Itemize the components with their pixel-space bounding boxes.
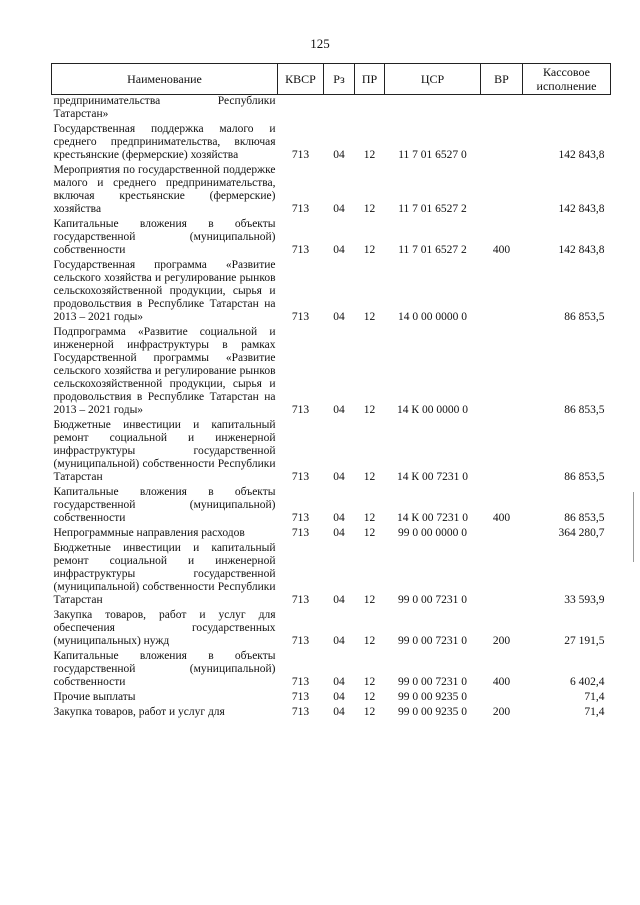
cell-vr: 400 — [492, 676, 511, 688]
cell-kvsr: 713 — [291, 512, 310, 524]
cell-name: Непрограммные направления расходов — [53, 527, 245, 539]
cell-pr: 12 — [363, 404, 376, 416]
cell-pr: 12 — [363, 244, 376, 256]
cell-name: Бюджетные инвестиции и капитальный ремонт социальной и инженерной инфраструктуры государственной (муниципальной) собственности Республики Татарстан — [53, 419, 276, 483]
cell-csr: 11 7 01 6527 2 — [398, 244, 467, 256]
cell-rz: 04 — [333, 311, 345, 323]
cell-vr: 400 — [492, 512, 511, 524]
cell-amount: 6 402,4 — [570, 676, 605, 688]
cell-kvsr: 713 — [291, 404, 310, 416]
cell-csr: 99 0 00 7231 0 — [398, 635, 467, 647]
cell-amount: 142 843,8 — [558, 203, 605, 215]
cell-amount: 86 853,5 — [564, 471, 605, 483]
cell-rz — [324, 95, 355, 124]
cell-kvsr: 713 — [291, 527, 310, 539]
scan-edge-line — [633, 492, 634, 562]
table-row — [52, 95, 611, 124]
table-row — [52, 123, 611, 164]
cell-rz: 04 — [333, 203, 345, 215]
cell-pr: 12 — [363, 635, 376, 647]
cell-kvsr: 713 — [291, 244, 310, 256]
header-pr: ПР — [355, 64, 385, 95]
table-row — [52, 542, 611, 609]
cell-amount: 86 853,5 — [564, 311, 605, 323]
cell-amount: 71,4 — [584, 691, 605, 703]
cell-kvsr: 713 — [291, 706, 310, 718]
cell-pr: 12 — [363, 706, 376, 718]
cell-csr: 11 7 01 6527 2 — [398, 203, 467, 215]
cell-name: Закупка товаров, работ и услуг для — [53, 706, 225, 718]
cell-amount: 86 853,5 — [564, 512, 605, 524]
cell-csr: 99 0 00 7231 0 — [398, 594, 467, 606]
cell-rz: 04 — [333, 404, 345, 416]
cell-amount: 27 191,5 — [564, 635, 605, 647]
cell-name: Государственная программа «Развитие сельского хозяйства и регулирование рынков сельскохозяйственной продукции, сырья и продовольствия в Республике Татарстан на 2013 – 2021 годы» — [53, 259, 276, 323]
cell-name: Мероприятия по государственной поддержке малого и среднего предпринимательства, включая крестьянские (фермерские) хозяйства — [53, 164, 276, 215]
cell-pr: 12 — [363, 471, 376, 483]
cell-csr: 14 0 00 0000 0 — [398, 311, 467, 323]
cell-pr — [355, 95, 385, 124]
cell-kvsr: 713 — [291, 203, 310, 215]
cell-name: Капитальные вложения в объекты государственной (муниципальной) собственности — [53, 218, 276, 256]
cell-rz: 04 — [333, 512, 345, 524]
table-row — [52, 419, 611, 486]
cell-pr: 12 — [363, 676, 376, 688]
cell-amount: 364 280,7 — [558, 527, 605, 539]
header-rz: Рз — [324, 64, 355, 95]
cell-vr — [481, 164, 523, 218]
cell-name: Капитальные вложения в объекты государственной (муниципальной) собственности — [53, 650, 276, 688]
table-row — [52, 609, 611, 650]
cell-name: Бюджетные инвестиции и капитальный ремонт социальной и инженерной инфраструктуры государственной (муниципальной) собственности Республики Татарстан — [53, 542, 276, 606]
page-number: 125 — [310, 36, 330, 51]
table-row — [52, 486, 611, 527]
cell-csr: 99 0 00 9235 0 — [398, 706, 467, 718]
cell-kvsr: 713 — [291, 676, 310, 688]
table-row — [52, 527, 611, 542]
cell-rz: 04 — [333, 149, 345, 161]
cell-kvsr: 713 — [291, 691, 310, 703]
cell-amount: 33 593,9 — [564, 594, 605, 606]
cell-rz: 04 — [333, 706, 345, 718]
cell-kvsr: 713 — [291, 149, 310, 161]
cell-rz: 04 — [333, 691, 345, 703]
header-kvsr: КВСР — [278, 64, 324, 95]
cell-vr — [481, 542, 523, 609]
cell-kvsr: 713 — [291, 311, 310, 323]
cell-vr — [481, 691, 523, 706]
cell-vr: 200 — [492, 706, 511, 718]
cell-vr: 400 — [492, 244, 511, 256]
cell-csr: 99 0 00 7231 0 — [398, 676, 467, 688]
cell-vr — [481, 527, 523, 542]
cell-name: Прочие выплаты — [53, 691, 136, 703]
cell-pr: 12 — [363, 512, 376, 524]
cell-amount: 142 843,8 — [558, 149, 605, 161]
cell-csr: 14 К 00 7231 0 — [397, 512, 468, 524]
cell-csr: 14 К 00 0000 0 — [397, 404, 468, 416]
cell-vr — [481, 123, 523, 164]
cell-pr: 12 — [363, 594, 376, 606]
cell-kvsr: 713 — [291, 635, 310, 647]
cell-name: Закупка товаров, работ и услуг для обеспечения государственных (муниципальных) нужд — [53, 609, 276, 647]
cell-name: Государственная поддержка малого и среднего предпринимательства, включая крестьянские (фермерские) хозяйства — [53, 123, 276, 161]
cell-rz: 04 — [333, 594, 345, 606]
cell-amount: 71,4 — [584, 706, 605, 718]
cell-vr — [481, 326, 523, 419]
table-row — [52, 218, 611, 259]
cell-vr: 200 — [492, 635, 511, 647]
cell-name: Подпрограмма «Развитие социальной и инженерной инфраструктуры в рамках Государственной программы «Развитие сельского хозяйства и регулирование рынков сельскохозяйственной продукции, сырья и продовольствия в Республике Татарстан на 2013 – 2021 годы» — [53, 326, 276, 416]
cell-vr — [481, 419, 523, 486]
budget-table — [51, 63, 611, 721]
cell-pr: 12 — [363, 149, 376, 161]
header-csr: ЦСР — [385, 64, 481, 95]
cell-name: предпринимательства Республики Татарстан» — [53, 95, 276, 120]
cell-rz: 04 — [333, 244, 345, 256]
cell-pr: 12 — [363, 527, 376, 539]
cell-rz: 04 — [333, 471, 345, 483]
cell-csr: 99 0 00 0000 0 — [398, 527, 467, 539]
cell-vr — [481, 259, 523, 326]
table-row — [52, 691, 611, 706]
table-body — [52, 95, 611, 722]
header-name: Наименование — [52, 64, 278, 95]
cell-vr — [481, 95, 523, 124]
table-row — [52, 164, 611, 218]
cell-kvsr: 713 — [291, 594, 310, 606]
cell-amount: 142 843,8 — [558, 244, 605, 256]
cell-csr: 14 К 00 7231 0 — [397, 471, 468, 483]
table-row — [52, 650, 611, 691]
header-vr: ВР — [481, 64, 523, 95]
cell-csr: 11 7 01 6527 0 — [398, 149, 467, 161]
header-amount: Кассовое исполнение — [523, 64, 611, 95]
cell-rz: 04 — [333, 527, 345, 539]
cell-csr: 99 0 00 9235 0 — [398, 691, 467, 703]
cell-pr: 12 — [363, 691, 376, 703]
table-row — [52, 706, 611, 721]
cell-kvsr — [278, 95, 324, 124]
cell-amount — [523, 95, 611, 124]
cell-name: Капитальные вложения в объекты государственной (муниципальной) собственности — [53, 486, 276, 524]
cell-pr: 12 — [363, 311, 376, 323]
cell-rz: 04 — [333, 635, 345, 647]
cell-kvsr: 713 — [291, 471, 310, 483]
cell-pr: 12 — [363, 203, 376, 215]
table-row — [52, 259, 611, 326]
cell-csr — [385, 95, 481, 124]
table-row — [52, 326, 611, 419]
cell-amount: 86 853,5 — [564, 404, 605, 416]
cell-rz: 04 — [333, 676, 345, 688]
table-header — [52, 64, 611, 95]
